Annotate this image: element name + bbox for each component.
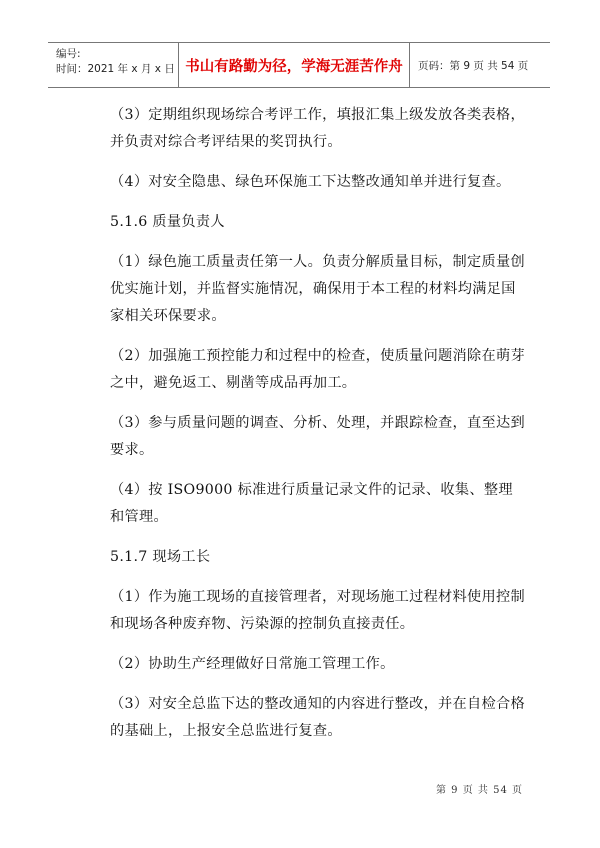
section-heading: 5.1.6 质量负责人	[110, 214, 225, 230]
paragraph: （3）参与质量问题的调查、分析、处理，并跟踪检查，直至达到要求。	[110, 415, 525, 458]
paragraph: （4）对安全隐患、绿色环保施工下达整改通知单并进行复查。	[110, 174, 511, 190]
paragraph: （4）按 ISO9000 标准进行质量记录文件的记录、收集、整理和管理。	[110, 482, 513, 525]
paragraph: （1）作为施工现场的直接管理者，对现场施工过程材料使用控制和现场各种废弃物、污染源的控制负直接责任。	[110, 589, 525, 632]
page-header	[48, 42, 550, 88]
header-page-number: 页码：第 9 页 共 54 页	[418, 59, 529, 72]
section-heading: 5.1.7 现场工长	[110, 549, 211, 565]
page-footer: 第 9 页 共 54 页	[436, 785, 523, 796]
header-motto: 书山有路勤为径，学海无涯苦作舟	[179, 43, 410, 87]
paragraph: （2）加强施工预控能力和过程中的检查，使质量问题消除在萌芽之中，避免返工、剔凿等成品再加工。	[110, 348, 525, 391]
document-number-label: 编号:	[56, 48, 81, 60]
paragraph: （3）对安全总监下达的整改通知的内容进行整改，并在自检合格的基础上，上报安全总监进行复查。	[110, 696, 525, 739]
paragraph: （1）绿色施工质量责任第一人。负责分解质量目标，制定质量创优实施计划，并监督实施情况，确保用于本工程的材料均满足国家相关环保要求。	[110, 254, 525, 324]
header-meta	[48, 43, 179, 87]
document-date: 时间：2021 年 x 月 x 日	[56, 63, 175, 75]
paragraph: （3）定期组织现场综合考评工作，填报汇集上级发放各类表格，并负责对综合考评结果的奖罚执行。	[110, 107, 525, 150]
paragraph: （2）协助生产经理做好日常施工管理工作。	[110, 656, 395, 672]
document-body	[110, 102, 526, 758]
